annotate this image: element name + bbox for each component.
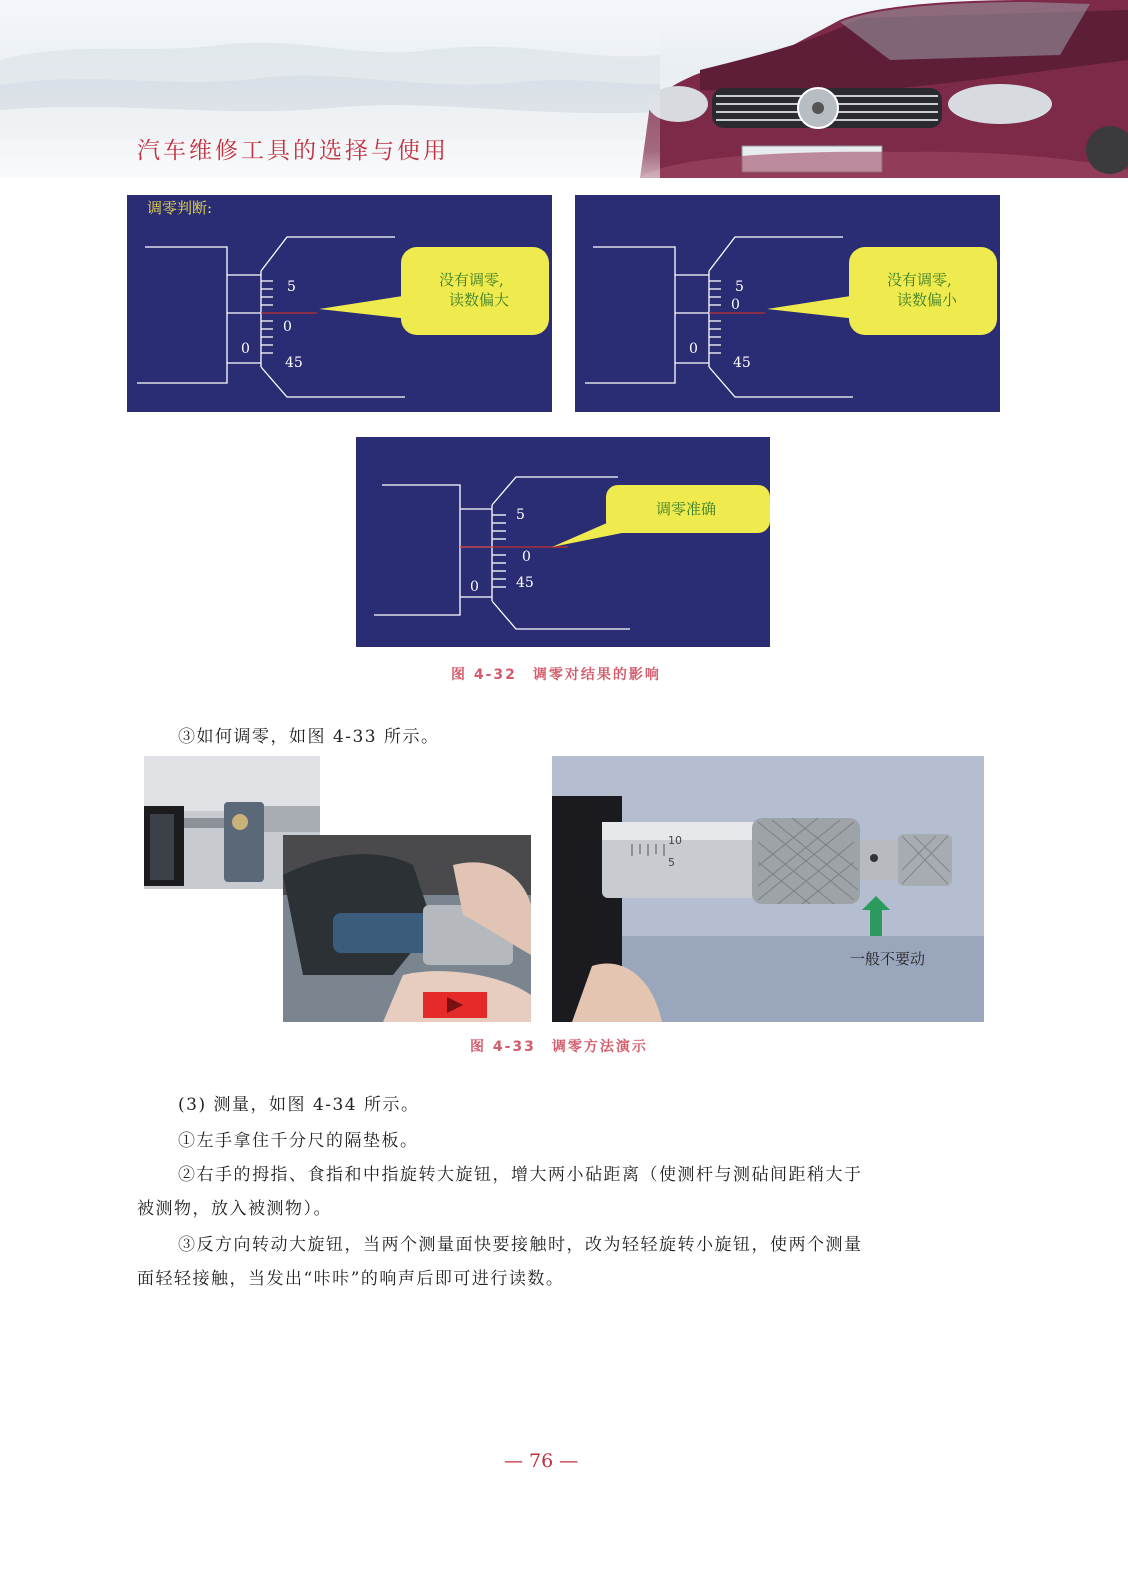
callout-line2: 读数偏小 xyxy=(897,291,958,309)
section-measure-title: (3) 测量，如图 4-34 所示。 xyxy=(178,1095,420,1115)
diagram-panel-not-zeroed-high xyxy=(127,195,552,412)
figure-caption-4-32: 图 4-32 调零对结果的影响 xyxy=(451,667,661,683)
page-header xyxy=(0,0,1128,178)
tick-label-lower: 45 xyxy=(516,575,534,591)
measure-step-3-line1: ③反方向转动大旋钮，当两个测量面快要接触时，改为轻轻旋转小旋钮，使两个测量 xyxy=(178,1235,863,1255)
thimble-scale-label-10: 10 xyxy=(668,834,682,847)
photo-label: 一般不要动 xyxy=(850,950,926,968)
tick-label-middle: 0 xyxy=(522,549,531,565)
diagram-panel-not-zeroed-low xyxy=(575,195,1000,412)
callout-line1: 没有调零, xyxy=(439,271,504,289)
tick-label-lower: 45 xyxy=(285,355,303,371)
panel-heading: 调零判断: xyxy=(147,199,213,217)
figure-caption-4-33: 图 4-33 调零方法演示 xyxy=(470,1039,648,1055)
car-illustration xyxy=(640,0,1128,178)
tick-label-middle: 0 xyxy=(283,319,292,335)
measure-step-2-line2: 被测物，放入被测物）。 xyxy=(137,1199,332,1219)
micrometer-outline xyxy=(137,237,405,397)
tick-label-middle: 0 xyxy=(731,297,740,313)
micrometer-outline xyxy=(585,237,853,397)
callout-line1: 没有调零, xyxy=(887,271,952,289)
step-how-to-zero: ③如何调零，如图 4-33 所示。 xyxy=(178,727,440,747)
tick-label-upper: 5 xyxy=(735,279,744,295)
diagram-panel-zeroed-correct xyxy=(356,437,770,647)
measure-step-2-line1: ②右手的拇指、食指和中指旋转大旋钮，增大两小砧距离（使测杆与测砧间距稍大于 xyxy=(178,1165,863,1185)
callout-text: 调零准确 xyxy=(656,500,717,518)
sleeve-zero-label: 0 xyxy=(470,579,479,595)
callout-line2: 读数偏大 xyxy=(449,291,510,309)
tick-label-upper: 5 xyxy=(516,507,525,523)
tick-label-upper: 5 xyxy=(287,279,296,295)
photo-zeroing-hands xyxy=(283,835,531,1022)
tick-label-lower: 45 xyxy=(733,355,751,371)
header-title: 汽车维修工具的选择与使用 xyxy=(137,138,449,164)
sleeve-zero-label: 0 xyxy=(241,341,250,357)
sleeve-zero-label: 0 xyxy=(689,341,698,357)
thimble-scale-label-5: 5 xyxy=(668,856,675,869)
page-number: — 76 — xyxy=(504,1450,579,1472)
measure-step-1: ①左手拿住千分尺的隔垫板。 xyxy=(178,1131,419,1151)
measure-step-3-line2: 面轻轻接触，当发出“咔咔”的响声后即可进行读数。 xyxy=(137,1269,565,1289)
micrometer-outline xyxy=(374,477,630,629)
photo-micrometer-ratchet xyxy=(552,756,984,1022)
